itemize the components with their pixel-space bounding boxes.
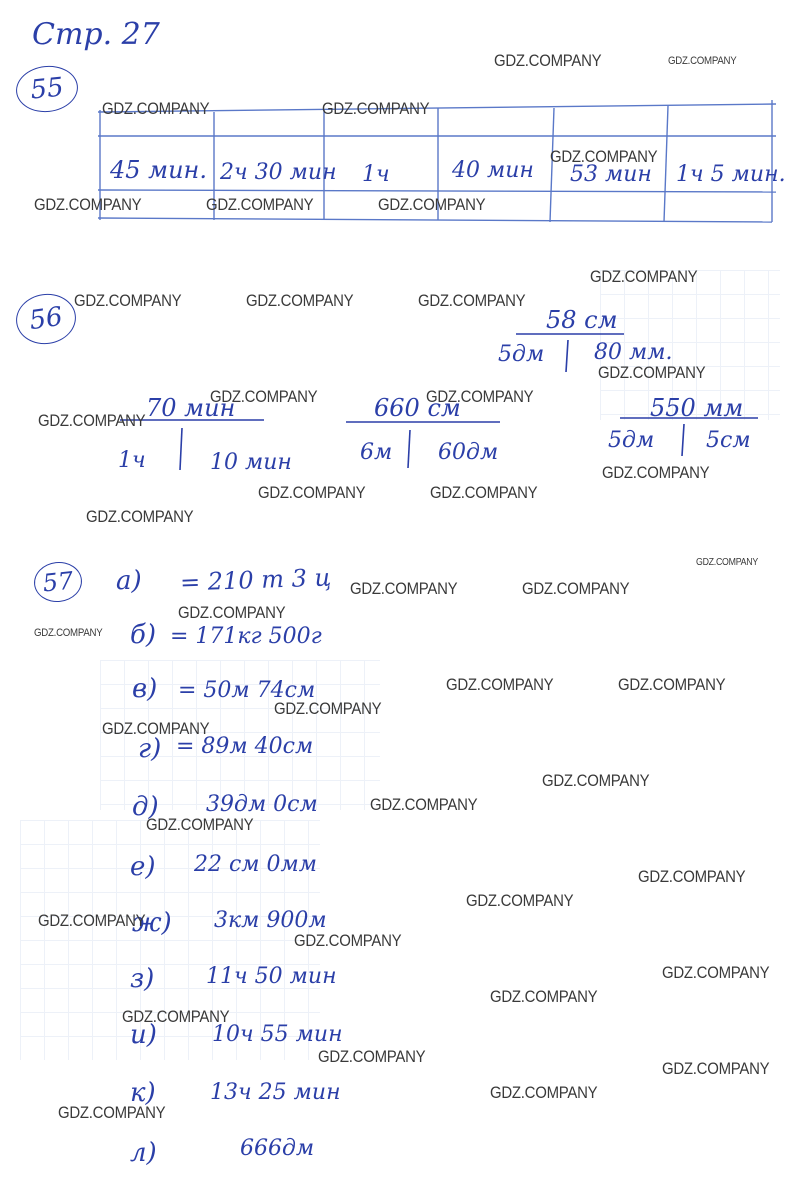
watermark: GDZ.COMPANY — [638, 867, 746, 886]
watermark: GDZ.COMPANY — [668, 55, 737, 67]
answer-text: 3км 900м — [214, 908, 327, 933]
page-label: Стр. 27 — [32, 17, 160, 52]
watermark: GDZ.COMPANY — [426, 387, 534, 406]
answer-letter: к) — [130, 1078, 156, 1108]
task-56-total: 660 см — [374, 394, 461, 422]
task-55-cell: 53 мин — [570, 162, 652, 187]
watermark: GDZ.COMPANY — [322, 99, 430, 118]
task-55-cell: 1ч 5 мин. — [676, 162, 786, 187]
answer-letter: г) — [138, 734, 162, 764]
watermark: GDZ.COMPANY — [34, 195, 142, 214]
task-55-number: 55 — [14, 63, 80, 115]
watermark: GDZ.COMPANY — [274, 699, 382, 718]
watermark: GDZ.COMPANY — [378, 195, 486, 214]
answer-letter: ж) — [132, 908, 172, 938]
answer-letter: е) — [130, 852, 156, 882]
answer-text: 11ч 50 мин — [206, 964, 337, 989]
task-56-total: 58 см — [546, 306, 618, 334]
watermark: GDZ.COMPANY — [494, 51, 602, 70]
watermark: GDZ.COMPANY — [550, 147, 658, 166]
watermark: GDZ.COMPANY — [102, 719, 210, 738]
watermark: GDZ.COMPANY — [74, 291, 182, 310]
task-55-cell: 2ч 30 мин — [220, 160, 337, 185]
watermark: GDZ.COMPANY — [602, 463, 710, 482]
watermark: GDZ.COMPANY — [466, 891, 574, 910]
watermark: GDZ.COMPANY — [210, 387, 318, 406]
answer-text: 22 см 0мм — [194, 852, 318, 877]
watermark: GDZ.COMPANY — [38, 411, 146, 430]
task-56-right: 80 мм. — [594, 340, 673, 365]
watermark: GDZ.COMPANY — [58, 1103, 166, 1122]
answer-text: = 210 т 3 ц — [179, 563, 332, 597]
watermark: GDZ.COMPANY — [370, 795, 478, 814]
watermark: GDZ.COMPANY — [490, 987, 598, 1006]
watermark: GDZ.COMPANY — [542, 771, 650, 790]
answer-letter: в) — [132, 674, 158, 704]
watermark: GDZ.COMPANY — [86, 507, 194, 526]
answer-text: 39дм 0см — [206, 792, 318, 817]
task-55-cell: 1ч — [362, 162, 390, 187]
watermark: GDZ.COMPANY — [598, 363, 706, 382]
answer-text: 666дм — [240, 1136, 315, 1161]
watermark: GDZ.COMPANY — [350, 579, 458, 598]
watermark: GDZ.COMPANY — [590, 267, 698, 286]
watermark: GDZ.COMPANY — [430, 483, 538, 502]
answer-text: 13ч 25 мин — [210, 1080, 341, 1105]
task-56-number: 56 — [13, 290, 79, 348]
task-56-total: 70 мин — [146, 394, 236, 422]
answer-text: = 50м 74см — [178, 678, 316, 703]
answer-text: = 171кг 500г — [170, 624, 322, 649]
task-56-left: 5дм — [608, 428, 655, 453]
watermark: GDZ.COMPANY — [446, 675, 554, 694]
watermark: GDZ.COMPANY — [258, 483, 366, 502]
task-56-right: 5см — [706, 428, 751, 453]
watermark: GDZ.COMPANY — [318, 1047, 426, 1066]
watermark: GDZ.COMPANY — [662, 963, 770, 982]
task-57-number: 57 — [32, 560, 84, 605]
answer-letter: а) — [116, 566, 142, 596]
answer-letter: л) — [130, 1138, 157, 1168]
task-56-left: 5дм — [498, 342, 545, 367]
answer-text: 10ч 55 мин — [212, 1022, 343, 1047]
watermark: GDZ.COMPANY — [38, 911, 146, 930]
answer-letter: б) — [130, 620, 157, 650]
task-55-cell: 45 мин. — [110, 156, 207, 184]
task-56-total: 550 мм — [650, 394, 744, 422]
task-56-right: 10 мин — [210, 450, 292, 475]
watermark: GDZ.COMPANY — [662, 1059, 770, 1078]
watermark: GDZ.COMPANY — [34, 627, 103, 639]
task-56-left: 6м — [360, 440, 393, 465]
answer-letter: з) — [130, 964, 155, 994]
watermark: GDZ.COMPANY — [418, 291, 526, 310]
task-56-left: 1ч — [118, 448, 146, 473]
watermark: GDZ.COMPANY — [206, 195, 314, 214]
watermark: GDZ.COMPANY — [294, 931, 402, 950]
watermark: GDZ.COMPANY — [102, 99, 210, 118]
task-55-cell: 40 мин — [452, 158, 534, 183]
answer-text: = 89м 40см — [176, 734, 314, 759]
watermark: GDZ.COMPANY — [696, 557, 758, 568]
watermark: GDZ.COMPANY — [146, 815, 254, 834]
watermark: GDZ.COMPANY — [618, 675, 726, 694]
watermark: GDZ.COMPANY — [246, 291, 354, 310]
watermark: GDZ.COMPANY — [522, 579, 630, 598]
answer-letter: д) — [132, 792, 159, 822]
watermark: GDZ.COMPANY — [122, 1007, 230, 1026]
watermark: GDZ.COMPANY — [178, 603, 286, 622]
watermark: GDZ.COMPANY — [490, 1083, 598, 1102]
answer-letter: и) — [130, 1020, 157, 1050]
task-56-right: 60дм — [438, 440, 499, 465]
